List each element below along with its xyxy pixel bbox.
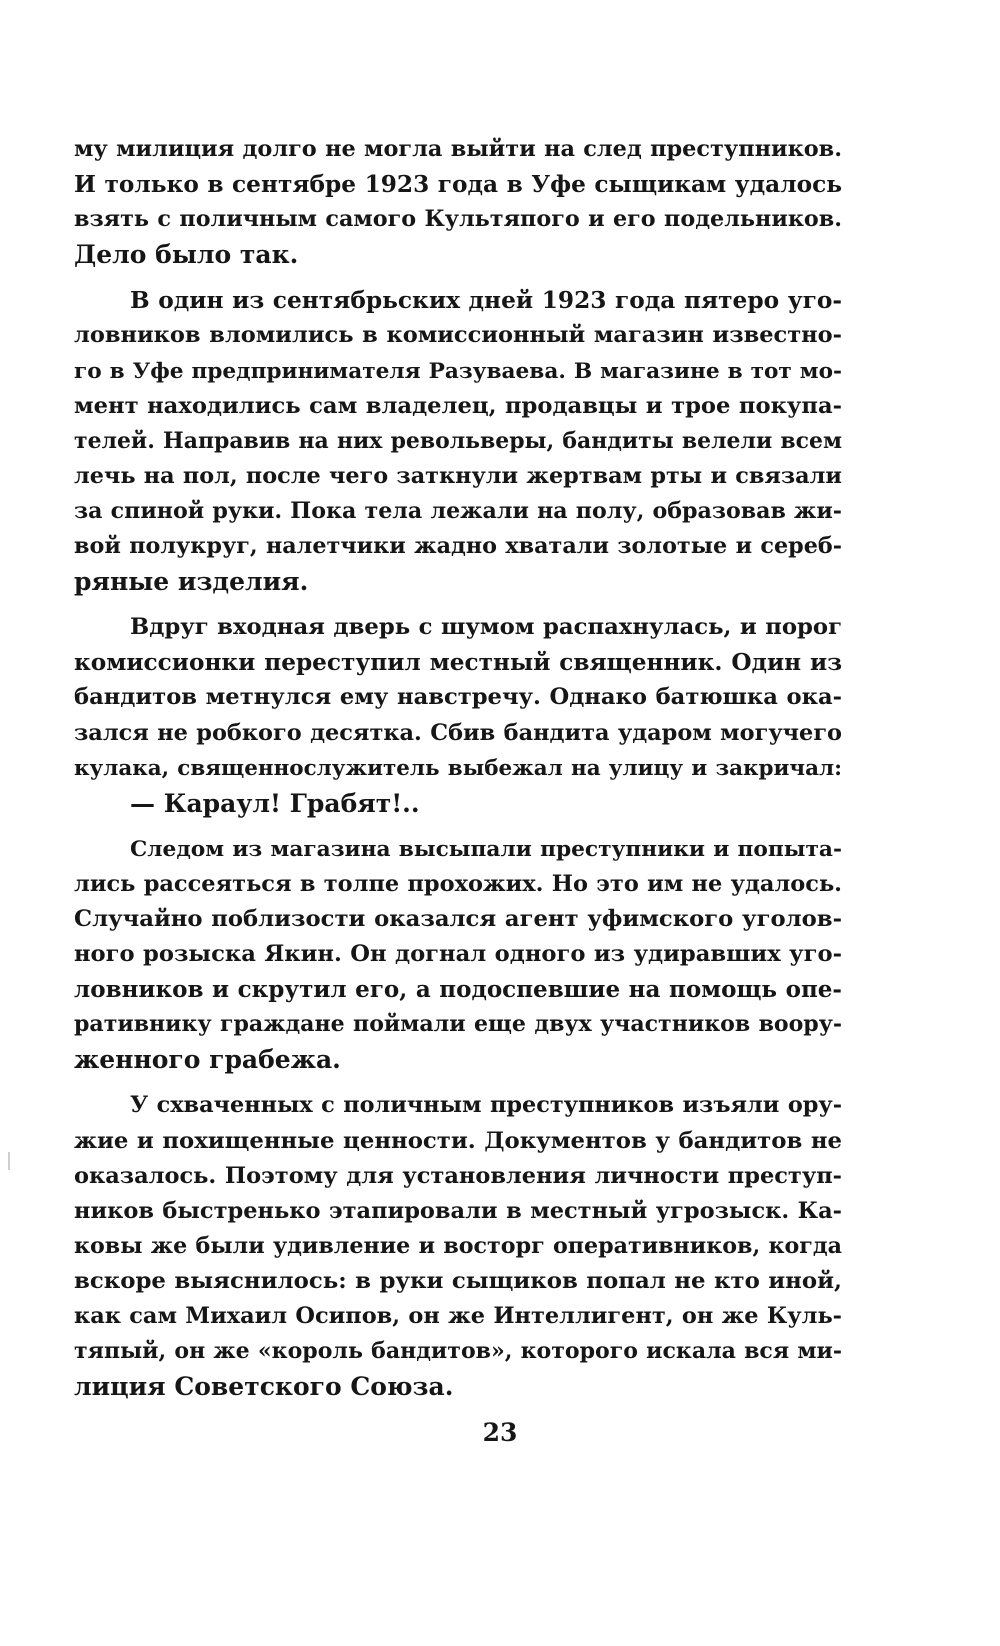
paragraph <box>74 1088 842 1404</box>
text-line: В один из сентябрьских дней 1923 года пятеро уго- <box>130 287 842 315</box>
text-line: мент находились сам владелец, продавцы и трое покупа- <box>74 392 842 419</box>
text-line: кулака, священнослужитель выбежал на улицу и закричал: <box>74 755 842 781</box>
text-line: ряные изделия. <box>74 567 309 597</box>
text-line: ративнику граждане поймали еще двух участников воору- <box>74 1011 842 1038</box>
text-line: комиссионки переступил местный священник. Один из <box>74 649 842 677</box>
text-line: за спиной руки. Пока тела лежали на полу, образовав жи- <box>74 497 842 524</box>
text-line: взять с поличным самого Культяпого и его подельников. <box>74 206 842 233</box>
paragraph <box>74 832 842 1078</box>
text-line: зался не робкого десятка. Сбив бандита ударом могучего <box>74 719 842 746</box>
paragraph <box>74 132 842 272</box>
text-line: Вдруг входная дверь с шумом распахнулась, и порог <box>130 614 842 641</box>
text-line: вскоре выяснилось: в руки сыщиков попал не кто иной, <box>74 1267 842 1294</box>
text-line: женного грабежа. <box>74 1045 341 1075</box>
text-line: оказалось. Поэтому для установления личности преступ- <box>74 1162 842 1189</box>
paragraph <box>74 283 842 599</box>
text-line: лись рассеяться в толпе прохожих. Но это им не удалось. <box>74 870 842 897</box>
text-line: Дело было так. <box>74 240 299 270</box>
text-line: Случайно поблизости оказался агент уфимского уголов- <box>74 905 842 932</box>
text-line: ковы же были удивление и восторг оперативников, когда <box>74 1232 842 1259</box>
paragraph <box>74 786 842 821</box>
text-line: телей. Направив на них револьверы, бандиты велели всем <box>74 427 842 454</box>
text-line: ловников и скрутил его, а подоспевшие на помощь опе- <box>74 976 842 1004</box>
text-line: му милиция долго не могла выйти на след преступников. <box>74 136 842 162</box>
text-line: У схваченных с поличным преступников изъяли ору- <box>130 1092 842 1119</box>
scan-artifact <box>8 1152 10 1170</box>
text-line: как сам Михаил Осипов, он же Интеллигент, он же Куль- <box>74 1303 842 1329</box>
text-line: го в Уфе предпринимателя Разуваева. В магазине в тот мо- <box>74 358 842 384</box>
text-line: ного розыска Якин. Он догнал одного из удиравших уго- <box>74 941 842 968</box>
text-line: жие и похищенные ценности. Документов у бандитов не <box>74 1127 842 1154</box>
text-line: И только в сентябре 1923 года в Уфе сыщикам удалось <box>74 171 842 199</box>
text-line: Следом из магазина высыпали преступники и попыта- <box>130 836 842 862</box>
text-line: ников быстренько этапировали в местный угрозыск. Ка- <box>74 1197 842 1224</box>
text-line: лечь на пол, после чего заткнули жертвам рты и связали <box>74 462 842 489</box>
paragraph <box>74 610 842 785</box>
text-line: вой полукруг, налетчики жадно хватали золотые и сереб- <box>74 533 842 560</box>
text-line: ловников вломились в комиссионный магазин известно- <box>74 322 842 349</box>
text-line: тяпый, он же «король бандитов», которого искала вся ми- <box>74 1338 842 1365</box>
text-line: бандитов метнулся ему навстречу. Однако батюшка ока- <box>74 684 842 711</box>
page-number: 23 <box>482 1418 518 1447</box>
dialogue-line: — Караул! Грабят!.. <box>130 788 420 818</box>
text-line: лиция Советского Союза. <box>74 1372 454 1402</box>
body-text <box>74 132 842 1404</box>
